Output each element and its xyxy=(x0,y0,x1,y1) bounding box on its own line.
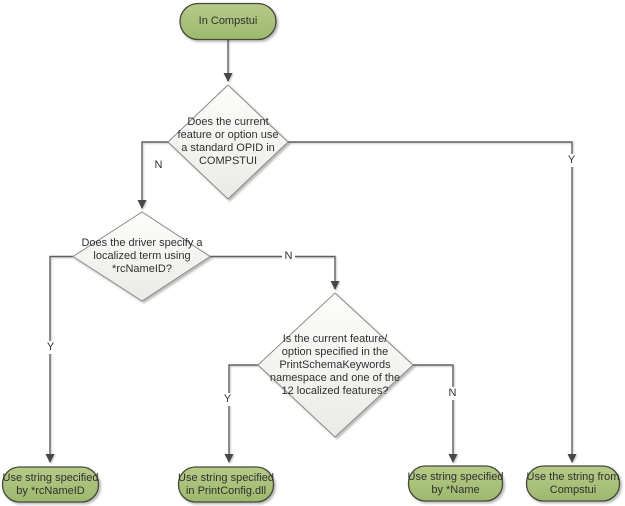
edge-label-rcnameid-no: N xyxy=(282,250,295,263)
result-printconfig-label: Use string specified in PrintConfig.dll xyxy=(178,471,274,497)
decision-opid-label: Does the current feature or option use a standard OPID in COMPSTUI xyxy=(177,116,279,167)
start-node-label: In Compstui xyxy=(198,14,258,27)
connector-schema-no-to-name xyxy=(413,365,453,462)
decision-schema-shape xyxy=(258,293,413,437)
connector-schema-yes-to-printconfig xyxy=(229,365,258,462)
decision-rcnameid-label: Does the driver specify a localized term using *rcNameID? xyxy=(81,237,203,275)
result-rcnameid-shape xyxy=(3,467,99,502)
result-name-shape xyxy=(409,466,503,501)
connector-opid-no-to-rcnameid xyxy=(142,142,168,208)
result-name-label: Use string specified by *Name xyxy=(407,470,504,496)
result-rcnameid-label: Use string specified by *rcNameID xyxy=(2,471,99,497)
decision-opid-shape xyxy=(168,85,288,199)
decision-rcnameid-shape xyxy=(73,212,210,301)
edge-label-opid-yes: Y xyxy=(565,154,578,167)
connector-rcnameid-yes-to-result xyxy=(50,257,73,463)
edge-label-rcnameid-yes: Y xyxy=(44,341,57,354)
edge-label-schema-yes: Y xyxy=(221,393,234,406)
result-compstui-shape xyxy=(527,466,620,501)
start-node-shape xyxy=(180,4,276,40)
edge-label-schema-no: N xyxy=(446,387,459,400)
edge-label-opid-no: N xyxy=(152,159,165,172)
connector-rcnameid-no-to-schema xyxy=(210,257,335,290)
result-printconfig-shape xyxy=(179,467,274,502)
result-compstui-label: Use the string from Compstui xyxy=(526,470,620,496)
decision-schema-label: Is the current feature/ option specified in the PrintSchemaKeywords namespace and one of the 12 localized features? xyxy=(269,332,401,397)
